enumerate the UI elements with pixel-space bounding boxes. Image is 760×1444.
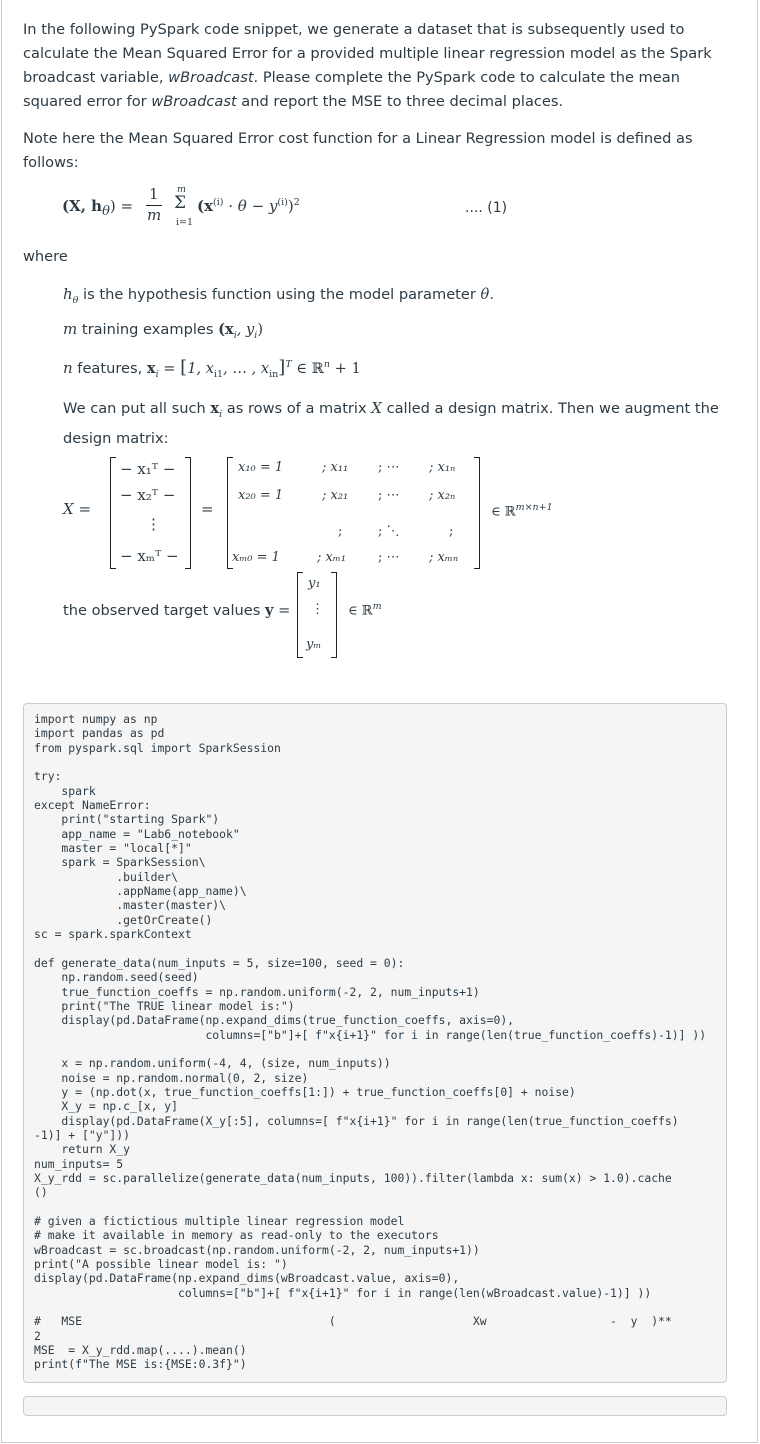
m-r2c3: ; ⋯ [378, 488, 400, 503]
target-label: the observed target values y = [63, 602, 291, 619]
right-matrix-bracket-r [474, 457, 480, 569]
m-r4c1: xₘ₀ = 1 [232, 550, 280, 565]
m-r1c4: ; x₁ₙ [429, 460, 456, 475]
m-r2c4: ; x₂ₙ [429, 488, 456, 503]
def-features: n features, $x_i = [1$, $x_{i1}$, … , $x_{in}]^T$ ∈ ℝ$^n$ + 1 [63, 357, 361, 380]
target-y1: y₁ [308, 576, 321, 591]
target-ym: yₘ [306, 637, 322, 652]
m-r2c2: ; x₂₁ [322, 488, 349, 503]
m-r3c3: ; ⋱ [378, 524, 400, 539]
m-r4c3: ; ⋯ [378, 550, 400, 565]
matrix-row-dots: ⋮ [146, 515, 161, 533]
matrix-space: ∈ ℝ$^{m\times n+1}$ [491, 502, 553, 520]
target-bracket-l [297, 572, 303, 658]
sum-top: m [177, 184, 187, 195]
matrix-equals: = [201, 500, 214, 518]
matrix-x-label: X = [63, 500, 92, 518]
target-space: ∈ ℝ$^m$ [348, 601, 382, 619]
def-hypothesis: $h_\theta$ is the hypothesis function using the model parameter θ. [63, 285, 494, 306]
m-r4c2: ; xₘ₁ [317, 550, 347, 565]
intro-paragraph: In the following PySpark code snippet, we generate a dataset that is subsequently used to calculate the Mean Squared Error for a provided multiple linear regression model as the Spark broadcast variable, wBroadcast. Please complete the PySpark code to calculate the mean squared error for wBroadcast and report the MSE to three decimal places. [23, 21, 712, 110]
matrix-row-x2: − x₂ᵀ − [120, 486, 176, 504]
note-paragraph: Note here the Mean Squared Error cost function for a Linear Regression model is defined as follows: [23, 130, 693, 171]
left-matrix-bracket-l [110, 457, 116, 569]
design-matrix-text: We can put all such $x_i$ as rows of a matrix X called a design matrix. Then we augment the design matrix: [63, 399, 719, 447]
def-training: m training examples ($x_i$, $y_i$) [63, 320, 264, 341]
frac-num: 1 [149, 185, 159, 203]
code-block [23, 703, 727, 1383]
answer-box[interactable] [23, 1396, 727, 1416]
m-r3c4: ; [449, 524, 454, 539]
m-r3c2: ; [338, 524, 343, 539]
code-text: import numpy as np import pandas as pd from pyspark.sql import SparkSession try: spark except NameError: print("starting Spark") app_name = "Lab6_notebook" master = "local[*]" spark = SparkSession\ .builder\ .appName(app_name)\ .master(master)\ .getOrCreate() sc = spark.sparkContext def generate_data(num_inputs = 5, size=100, seed = 0): np.random.seed(seed) true_function_coeffs = np.random.uniform(-2, 2, num_inputs+1) print("The TRUE linear model is:") display(pd.DataFrame(np.expand_dims(true_function_coeffs, axis=0), columns=["b"]+[ f"x{i+1}" for i in range(len(true_function_coeffs)-1)] )) x = np.random.uniform(-4, 4, (size, num_inputs)) noise = np.random.normal(0, 2, size) y = (np.dot(x, true_function_coeffs[1:]) + true_function_coeffs[0] + noise) X_y = np.c_[x, y] display(pd.DataFrame(X_y[:5], columns=[ f"x{i+1}" for i in range(len(true_function_coeffs) -1)] + ["y"])) return X_y num_inputs= 5 X_y_rdd = sc.parallelize(generate_data(num_inputs, 100)).filter(lambda x: sum(x) > 1.0).cache () # given a fictictious multiple linear regression model # make it available in memory as read-only to the executors wBroadcast = sc.broadcast(np.random.uniform(-2, 2, num_inputs+1)) print("A possible linear model is: ") display(pd.DataFrame(np.expand_dims(wBroadcast.value, axis=0), columns=["b"]+[ f"x{i+1}" for i in range(len(wBroadcast.value)-1)] )) # MSE ( Xw - y )** 2 MSE = X_y_rdd.map(....).mean() print(f"The MSE is:{MSE:0.3f}") [34, 712, 707, 1372]
mse-equation-body: $(x^{(i)} \cdot \theta - y^{(i)})^2$ [197, 197, 300, 215]
target-bracket-r [331, 572, 337, 658]
m-r1c2: ; x₁₁ [322, 460, 349, 475]
where-label: where [23, 248, 68, 265]
sum-sign: Σ [174, 193, 187, 213]
m-r4c4: ; xₘₙ [429, 550, 459, 565]
target-dots: ⋮ [311, 602, 324, 617]
m-r2c1: x₂₀ = 1 [238, 488, 284, 503]
matrix-row-xm: − xₘᵀ − [120, 547, 179, 565]
equation-number: .... (1) [465, 200, 508, 216]
frac-den: m [147, 206, 162, 224]
m-r1c3: ; ⋯ [378, 460, 400, 475]
left-matrix-bracket-r [185, 457, 191, 569]
var-wbroadcast: wBroadcast [168, 69, 254, 86]
matrix-row-x1: − x₁ᵀ − [120, 460, 176, 478]
mse-equation-lhs: (X, $h_\theta$) = [62, 197, 134, 219]
sum-bottom: i=1 [176, 217, 194, 228]
m-r1c1: x₁₀ = 1 [238, 460, 284, 475]
var-wbroadcast-2: wBroadcast [151, 93, 237, 110]
